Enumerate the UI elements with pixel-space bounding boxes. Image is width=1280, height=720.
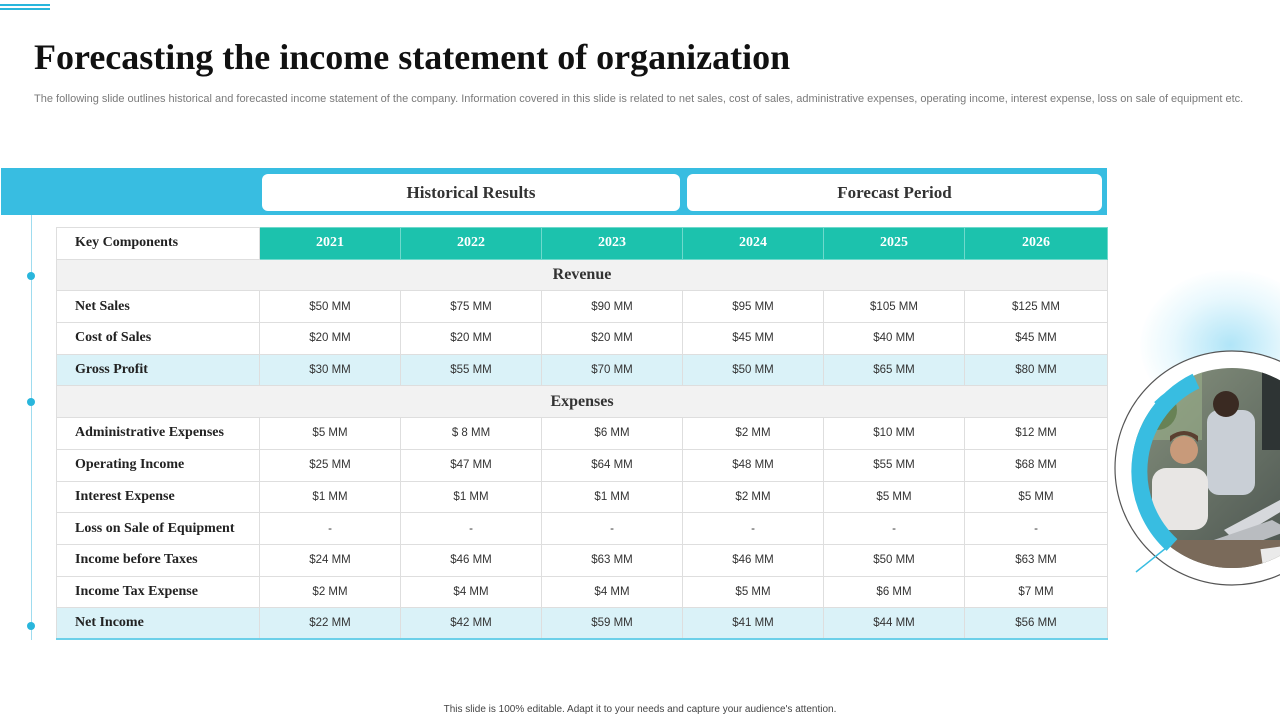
value-cell: $4 MM — [401, 576, 542, 608]
value-cell: $20 MM — [260, 323, 401, 355]
year-header: 2022 — [401, 228, 542, 260]
table-row — [57, 418, 1108, 450]
value-cell: $46 MM — [401, 544, 542, 576]
row-label: Cost of Sales — [57, 323, 260, 355]
footer-note: This slide is 100% editable. Adapt it to your needs and capture your audience's attention. — [443, 704, 837, 715]
value-cell: $25 MM — [260, 449, 401, 481]
table-row — [57, 449, 1108, 481]
value-cell: $7 MM — [965, 576, 1108, 608]
value-cell: - — [965, 513, 1108, 545]
value-cell: $45 MM — [683, 323, 824, 355]
corner-decoration — [0, 4, 50, 12]
value-cell: - — [683, 513, 824, 545]
value-cell: $10 MM — [824, 418, 965, 450]
value-cell: $125 MM — [965, 291, 1108, 323]
value-cell: $95 MM — [683, 291, 824, 323]
value-cell: $2 MM — [683, 418, 824, 450]
row-label: Income before Taxes — [57, 544, 260, 576]
value-cell: $30 MM — [260, 354, 401, 386]
value-cell: $24 MM — [260, 544, 401, 576]
slide-title: Forecasting the income statement of organization — [34, 37, 791, 77]
table-row — [57, 576, 1108, 608]
value-cell: $44 MM — [824, 608, 965, 640]
value-cell: $6 MM — [542, 418, 683, 450]
value-cell: $63 MM — [965, 544, 1108, 576]
table-row — [57, 544, 1108, 576]
timeline-dot — [27, 398, 35, 406]
value-cell: $50 MM — [260, 291, 401, 323]
table-row — [57, 608, 1108, 640]
value-cell: - — [542, 513, 683, 545]
income-statement-table — [56, 227, 1108, 640]
value-cell: $75 MM — [401, 291, 542, 323]
value-cell: $48 MM — [683, 449, 824, 481]
value-cell: $5 MM — [965, 481, 1108, 513]
value-cell: $47 MM — [401, 449, 542, 481]
value-cell: $22 MM — [260, 608, 401, 640]
value-cell: $1 MM — [542, 481, 683, 513]
row-label: Net Sales — [57, 291, 260, 323]
value-cell: $41 MM — [683, 608, 824, 640]
value-cell: $5 MM — [683, 576, 824, 608]
table-row — [57, 354, 1108, 386]
value-cell: $2 MM — [683, 481, 824, 513]
team-photo — [1112, 350, 1280, 590]
row-label: Loss on Sale of Equipment — [57, 513, 260, 545]
value-cell: $20 MM — [401, 323, 542, 355]
value-cell: $50 MM — [824, 544, 965, 576]
timeline-dot — [27, 622, 35, 630]
table-row — [57, 513, 1108, 545]
table-row — [57, 323, 1108, 355]
row-label: Gross Profit — [57, 354, 260, 386]
value-cell: $1 MM — [401, 481, 542, 513]
row-label: Administrative Expenses — [57, 418, 260, 450]
value-cell: - — [401, 513, 542, 545]
value-cell: $2 MM — [260, 576, 401, 608]
forecast-period-label: Forecast Period — [687, 174, 1102, 211]
value-cell: $65 MM — [824, 354, 965, 386]
section-title: Expenses — [57, 386, 1108, 418]
value-cell: $50 MM — [683, 354, 824, 386]
value-cell: $20 MM — [542, 323, 683, 355]
table-row — [57, 481, 1108, 513]
row-label: Net Income — [57, 608, 260, 640]
slide-subtitle: The following slide outlines historical and forecasted income statement of the company. Information covered in this slide is related to net sales, cost of sales, administrative expenses, operating income, interest expense, loss on sale of equipment etc. — [34, 93, 1244, 105]
value-cell: $64 MM — [542, 449, 683, 481]
value-cell: $56 MM — [965, 608, 1108, 640]
value-cell: $90 MM — [542, 291, 683, 323]
value-cell: $5 MM — [260, 418, 401, 450]
year-header: 2025 — [824, 228, 965, 260]
table-row — [57, 291, 1108, 323]
value-cell: $105 MM — [824, 291, 965, 323]
section-title: Revenue — [57, 259, 1108, 291]
value-cell: $6 MM — [824, 576, 965, 608]
section-row-revenue — [57, 259, 1108, 291]
row-label: Interest Expense — [57, 481, 260, 513]
year-header: 2023 — [542, 228, 683, 260]
value-cell: $12 MM — [965, 418, 1108, 450]
row-label: Operating Income — [57, 449, 260, 481]
year-header: 2024 — [683, 228, 824, 260]
value-cell: $40 MM — [824, 323, 965, 355]
value-cell: - — [260, 513, 401, 545]
value-cell: $80 MM — [965, 354, 1108, 386]
value-cell: $1 MM — [260, 481, 401, 513]
value-cell: $55 MM — [824, 449, 965, 481]
timeline-dot — [27, 272, 35, 280]
value-cell: $46 MM — [683, 544, 824, 576]
value-cell: $5 MM — [824, 481, 965, 513]
value-cell: $45 MM — [965, 323, 1108, 355]
value-cell: - — [824, 513, 965, 545]
value-cell: $4 MM — [542, 576, 683, 608]
value-cell: $42 MM — [401, 608, 542, 640]
value-cell: $59 MM — [542, 608, 683, 640]
table-header-row — [57, 228, 1108, 260]
value-cell: $63 MM — [542, 544, 683, 576]
row-label: Income Tax Expense — [57, 576, 260, 608]
value-cell: $55 MM — [401, 354, 542, 386]
year-header: 2021 — [260, 228, 401, 260]
key-components-header: Key Components — [57, 228, 260, 260]
value-cell: $70 MM — [542, 354, 683, 386]
team-photo-illustration — [1112, 350, 1280, 590]
value-cell: $68 MM — [965, 449, 1108, 481]
historical-results-label: Historical Results — [262, 174, 680, 211]
section-row-expenses — [57, 386, 1108, 418]
year-header: 2026 — [965, 228, 1108, 260]
value-cell: $ 8 MM — [401, 418, 542, 450]
